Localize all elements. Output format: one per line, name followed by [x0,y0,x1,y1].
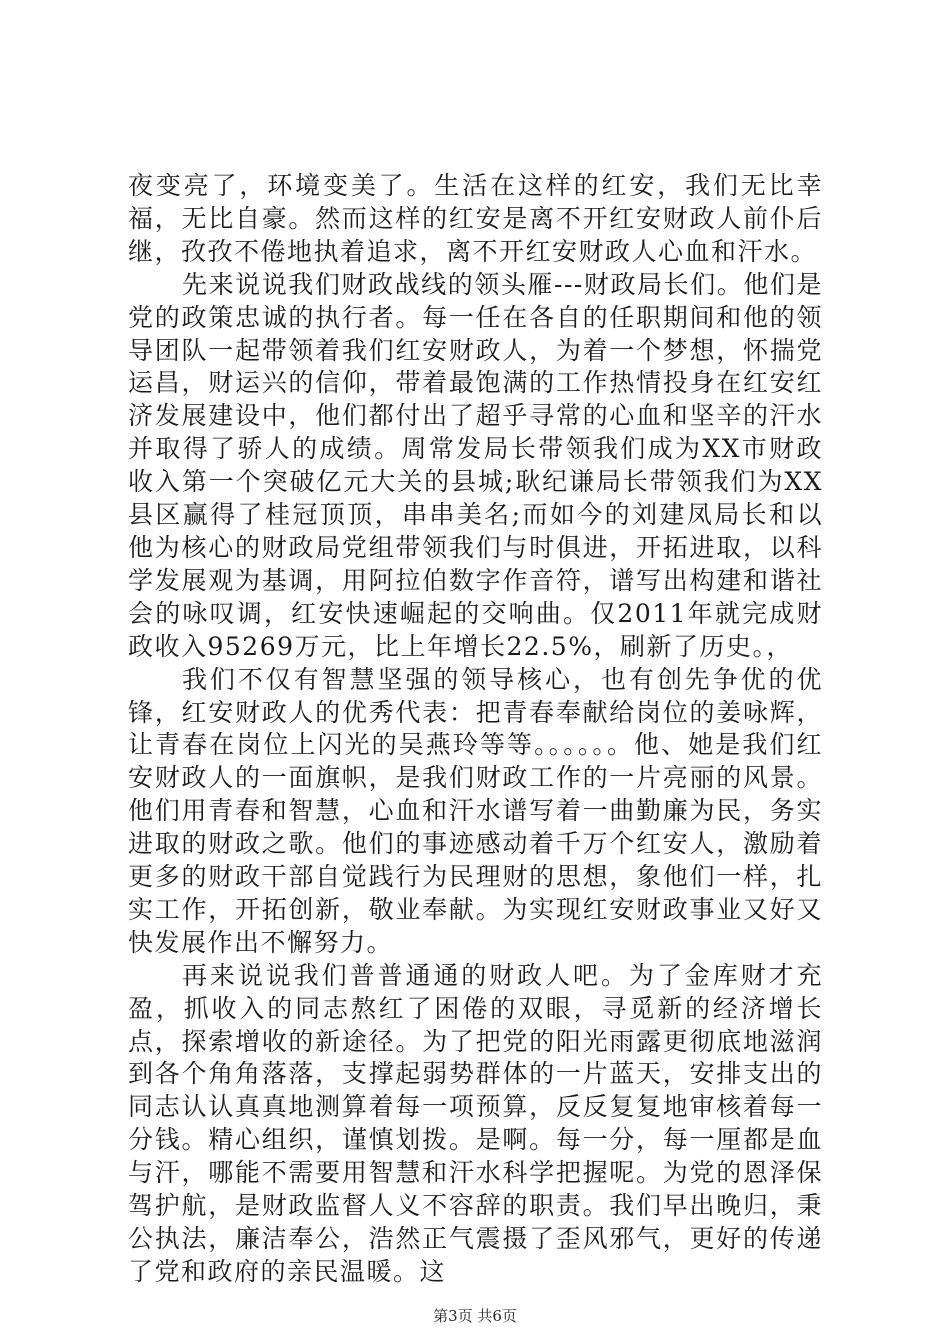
page-footer: 第3页 共6页 [433,1307,517,1325]
paragraph-4: 再来说说我们普普通通的财政人吧。为了金库财才充盈，抓收入的同志熬红了困倦的双眼，寻觅新的经济增长点，探索增收的新途径。为了把党的阳光雨露更彻底地滋润到各个角角落落，支撑起弱势群体的一片蓝天，安排支出的同志认认真真地测算着每一项预算，反反复复地审核着每一分钱。精心组织，谨慎划拨。是啊。每一分，每一厘都是血与汗，哪能不需要用智慧和汗水科学把握呢。为党的恩泽保驾护航，是财政监督人义不容辞的职责。我们早出晚归，秉公执法，廉洁奉公，浩然正气震摄了歪风邪气，更好的传递了党和政府的亲民温暖。这 [128,960,823,1286]
paragraph-2: 先来说说我们财政战线的领头雁---财政局长们。他们是党的政策忠诚的执行者。每一任在各自的任职期间和他的领导团队一起带领着我们红安财政人，为着一个梦想，怀揣党运昌，财运兴的信仰，带着最饱满的工作热情投身在红安红济发展建设中，他们都付出了超乎寻常的心血和坚辛的汗水并取得了骄人的成绩。周常发局长带领我们成为XX市财政收入第一个突破亿元大关的县城;耿纪谦局长带领我们为XX县区赢得了桂冠顶顶，串串美名;而如今的刘建凤局长和以他为核心的财政局党组带领我们与时俱进，开拓进取，以科学发展观为基调，用阿拉伯数字作音符，谱写出构建和谐社会的咏叹调，红安快速崛起的交响曲。仅2011年就完成财政收入95269万元，比上年增长22.5%，刷新了历史。， [128,269,823,661]
document-body [128,170,823,1289]
paragraph-3: 我们不仅有智慧坚强的领导核心，也有创先争优的优锋，红安财政人的优秀代表：把青春奉献给岗位的姜咏辉，让青春在岗位上闪光的吴燕玲等等。。。。。。他、她是我们红安财政人的一面旗帜，是我们财政工作的一片亮丽的风景。他们用青春和智慧，心血和汗水谱写着一曲勤廉为民，务实进取的财政之歌。他们的事迹感动着千万个红安人，激励着更多的财政干部自觉践行为民理财的思想，象他们一样，扎实工作，开拓创新，敬业奉献。为实现红安财政事业又好又快发展作出不懈努力。 [128,664,823,957]
paragraph-1: 夜变亮了，环境变美了。生活在这样的红安，我们无比幸福，无比自豪。然而这样的红安是离不开红安财政人前仆后继，孜孜不倦地执着追求，离不开红安财政人心血和汗水。 [128,171,823,266]
